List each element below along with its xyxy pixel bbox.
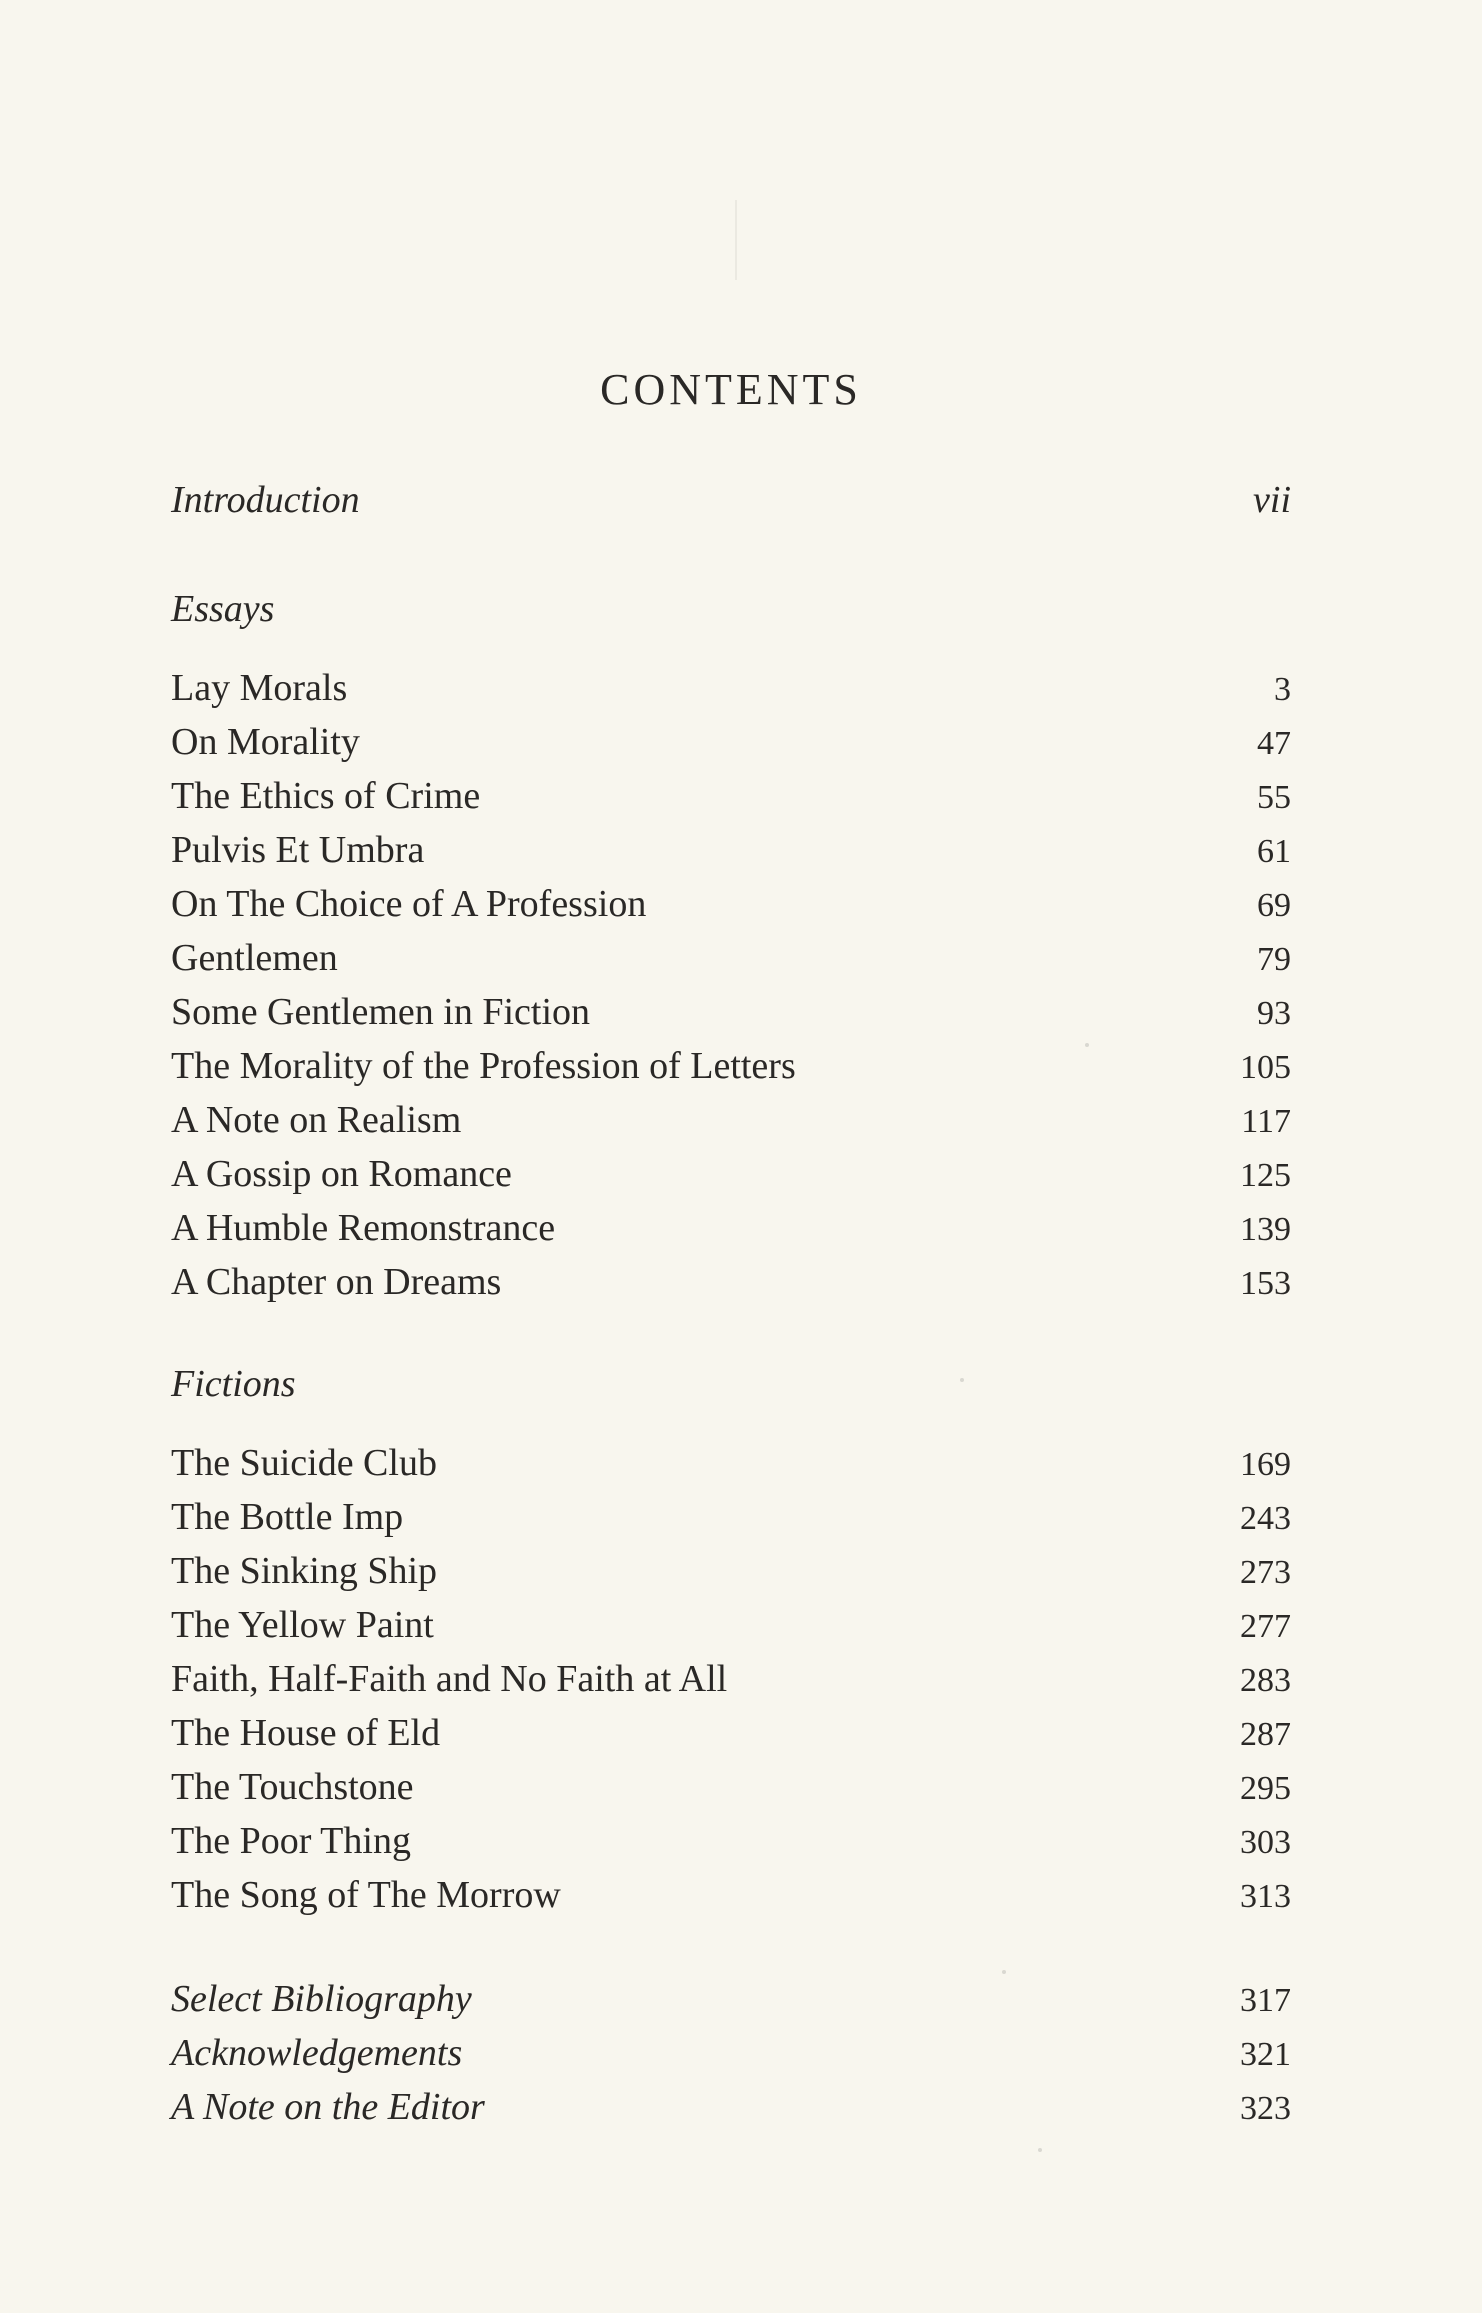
entry-page: 283 — [1240, 1662, 1291, 1699]
entry-page: 93 — [1257, 995, 1291, 1032]
entry-title: Gentlemen — [171, 937, 338, 979]
entry-page: 61 — [1257, 833, 1291, 870]
entry-page: 243 — [1240, 1500, 1291, 1537]
entry-page: 69 — [1257, 887, 1291, 924]
entry-page: 117 — [1241, 1103, 1291, 1140]
entry-title: The Morality of the Profession of Letters — [171, 1045, 796, 1087]
toc-entry — [171, 1545, 1291, 1597]
entry-title: The Touchstone — [171, 1766, 414, 1808]
contents-title: CONTENTS — [600, 365, 862, 414]
entry-page: 273 — [1240, 1554, 1291, 1591]
entry-page: 169 — [1240, 1446, 1291, 1483]
toc-entry — [171, 1707, 1291, 1759]
entry-title: Faith, Half-Faith and No Faith at All — [171, 1658, 728, 1700]
toc-entry — [171, 1040, 1291, 1092]
entry-title: Lay Morals — [171, 667, 348, 709]
toc-entry — [171, 1256, 1291, 1308]
toc-entry — [171, 932, 1291, 984]
entry-page: 313 — [1240, 1878, 1291, 1915]
entry-title: The Suicide Club — [171, 1442, 437, 1484]
paper-speck — [1085, 1043, 1089, 1047]
toc-entry — [171, 1815, 1291, 1867]
toc-entry — [171, 770, 1291, 822]
toc-entry — [171, 662, 1291, 714]
entry-title: The Song of The Morrow — [171, 1874, 561, 1916]
toc-entry — [171, 1869, 1291, 1921]
toc-entry-back-matter — [171, 1973, 1291, 2025]
paper-speck — [960, 1378, 964, 1382]
entry-page: 287 — [1240, 1716, 1291, 1753]
toc-entry — [171, 1599, 1291, 1651]
page-mark — [735, 200, 737, 280]
toc-entry — [171, 1094, 1291, 1146]
toc-entry — [171, 824, 1291, 876]
entry-title: A Note on the Editor — [171, 2086, 485, 2128]
toc-entry — [171, 878, 1291, 930]
entry-page: 47 — [1257, 725, 1291, 762]
entry-title: The Yellow Paint — [171, 1604, 434, 1646]
entry-title: Acknowledgements — [171, 2032, 463, 2074]
entry-page: 105 — [1240, 1049, 1291, 1086]
entry-page: 125 — [1240, 1157, 1291, 1194]
entry-page: 79 — [1257, 941, 1291, 978]
toc-entry — [171, 716, 1291, 768]
section-heading-essays: Essays — [171, 588, 275, 630]
entry-title: On The Choice of A Profession — [171, 883, 647, 925]
entry-title: Some Gentlemen in Fiction — [171, 991, 591, 1033]
entry-title: The Poor Thing — [171, 1820, 411, 1862]
entry-page: 295 — [1240, 1770, 1291, 1807]
entry-page: 153 — [1240, 1265, 1291, 1302]
entry-page: 303 — [1240, 1824, 1291, 1861]
entry-page: 277 — [1240, 1608, 1291, 1645]
entry-page: 3 — [1274, 671, 1291, 708]
toc-entry-introduction — [171, 474, 1291, 526]
toc-entry — [171, 1761, 1291, 1813]
entry-title: Select Bibliography — [171, 1978, 472, 2020]
toc-entry — [171, 1491, 1291, 1543]
section-heading-fictions: Fictions — [171, 1363, 296, 1405]
entry-title: A Note on Realism — [171, 1099, 462, 1141]
entry-title: A Chapter on Dreams — [171, 1261, 502, 1303]
toc-entry-back-matter — [171, 2027, 1291, 2079]
entry-title: The Sinking Ship — [171, 1550, 438, 1592]
entry-page: 321 — [1240, 2036, 1291, 2073]
entry-title: On Morality — [171, 721, 360, 763]
toc-entry — [171, 1202, 1291, 1254]
paper-speck — [1038, 2148, 1042, 2152]
toc-entry-back-matter — [171, 2081, 1291, 2133]
toc-entry — [171, 1148, 1291, 1200]
entry-title: The House of Eld — [171, 1712, 441, 1754]
entry-title: Pulvis Et Umbra — [171, 829, 425, 871]
entry-page: 55 — [1257, 779, 1291, 816]
entry-title: A Humble Remonstrance — [171, 1207, 556, 1249]
entry-title: A Gossip on Romance — [171, 1153, 512, 1195]
entry-title: Introduction — [171, 479, 360, 521]
entry-page: 323 — [1240, 2090, 1291, 2127]
toc-entry — [171, 986, 1291, 1038]
entry-page: 139 — [1240, 1211, 1291, 1248]
toc-entry — [171, 1437, 1291, 1489]
entry-title: The Bottle Imp — [171, 1496, 404, 1538]
entry-page: vii — [1253, 479, 1291, 521]
entry-page: 317 — [1240, 1982, 1291, 2019]
toc-entry — [171, 1653, 1291, 1705]
paper-speck — [1002, 1970, 1006, 1974]
entry-title: The Ethics of Crime — [171, 775, 481, 817]
